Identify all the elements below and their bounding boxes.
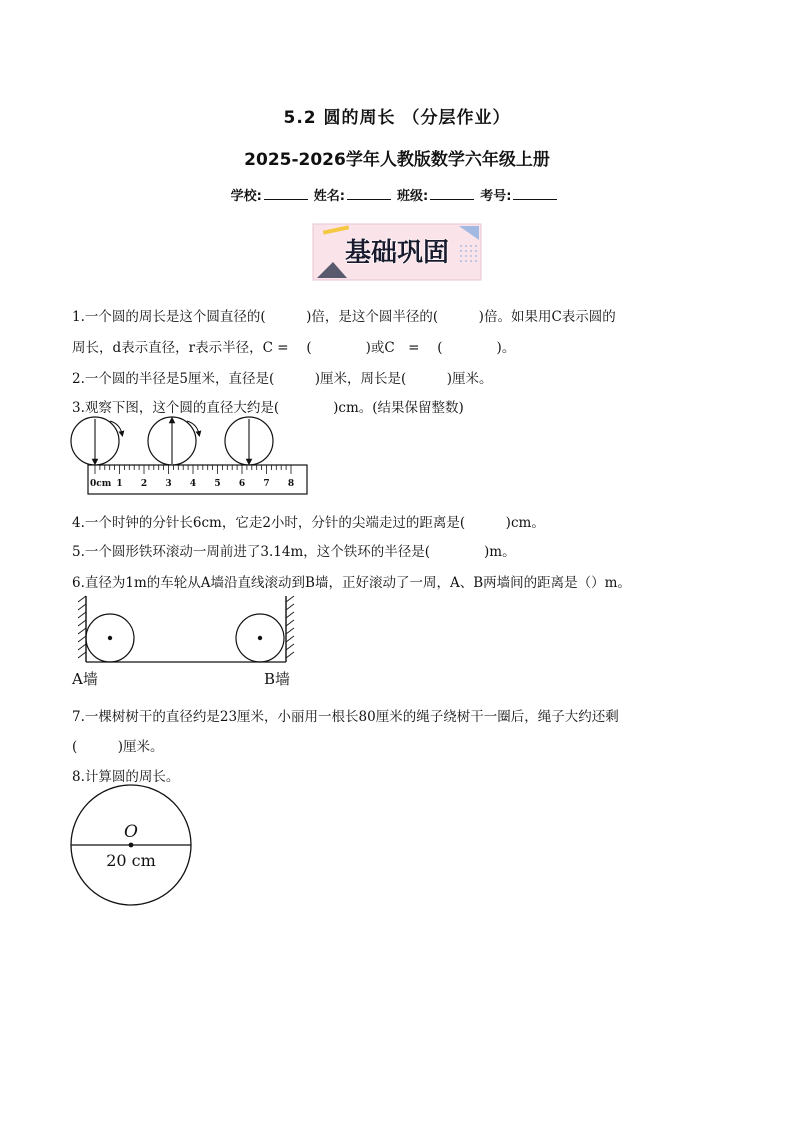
question-3: 3.观察下图，这个圆的直径大约是( )cm。(结果保留整数) bbox=[72, 400, 464, 416]
question-1-line-1: 1.一个圆的周长是这个圆直径的( )倍，是这个圆半径的( )倍。如果用C表示圆的 bbox=[72, 309, 616, 325]
ruler-label: 4 bbox=[189, 479, 197, 489]
ruler-label: 0cm bbox=[90, 479, 112, 489]
question-8: 8.计算圆的周长。 bbox=[72, 769, 180, 785]
banner-title: 基础巩固 bbox=[344, 238, 450, 268]
student-info-line bbox=[0, 185, 794, 204]
name-label: 姓名: bbox=[313, 189, 345, 204]
question-6: 6.直径为1m的车轮从A墙沿直线滚动到B墙，正好滚动了一周，A、B两墙间的距离是（）m。 bbox=[72, 575, 631, 591]
wheel-start-center bbox=[108, 636, 112, 640]
ruler-label: 7 bbox=[263, 479, 270, 489]
question-5: 5.一个圆形铁环滚动一周前进了3.14m，这个铁环的半径是( )m。 bbox=[72, 544, 516, 560]
section-banner bbox=[311, 222, 483, 282]
class-label: 班级: bbox=[397, 189, 429, 204]
circle-diameter-figure bbox=[68, 784, 198, 910]
name-blank[interactable] bbox=[347, 199, 391, 200]
rotation-arrow-2 bbox=[187, 421, 199, 434]
page-subtitle: 2025-2026学年人教版数学六年级上册 bbox=[244, 150, 550, 170]
school-blank[interactable] bbox=[264, 199, 308, 200]
ruler-label: 3 bbox=[165, 479, 172, 489]
wall-b-label: B墙 bbox=[264, 670, 291, 688]
exam-number-blank[interactable] bbox=[513, 199, 557, 200]
wall-a-label: A墙 bbox=[72, 670, 98, 688]
diameter-label: 20 cm bbox=[106, 851, 156, 870]
wheel-between-walls-figure bbox=[68, 592, 308, 692]
ruler-label: 1 bbox=[116, 479, 123, 489]
ruler-label: 6 bbox=[238, 479, 246, 489]
question-2: 2.一个圆的半径是5厘米，直径是( )厘米，周长是( )厘米。 bbox=[72, 371, 493, 387]
page-title: 5.2 圆的周长 （分层作业） bbox=[283, 108, 511, 128]
wheel-end-center bbox=[258, 636, 262, 640]
rotation-arrow-1 bbox=[110, 421, 122, 434]
center-label: O bbox=[124, 822, 138, 842]
school-label: 学校: bbox=[230, 189, 262, 204]
ruler-label: 2 bbox=[140, 479, 148, 489]
rolling-circle-ruler-figure bbox=[66, 414, 316, 498]
ruler-label: 8 bbox=[287, 479, 295, 489]
question-7-line-1: 7.一棵树树干的直径约是23厘米，小丽用一根长80厘米的绳子绕树干一圈后，绳子大约还剩 bbox=[72, 709, 619, 725]
question-1-line-2: 周长，d表示直径，r表示半径，C = ( )或C = ( )。 bbox=[72, 340, 516, 356]
class-blank[interactable] bbox=[430, 199, 474, 200]
ruler-label: 5 bbox=[214, 479, 221, 489]
exam-number-label: 考号: bbox=[480, 189, 512, 204]
question-4: 4.一个时钟的分针长6cm，它走2小时，分针的尖端走过的距离是( )cm。 bbox=[72, 515, 545, 531]
center-point bbox=[129, 843, 134, 848]
question-7-line-2: ( )厘米。 bbox=[72, 739, 164, 755]
